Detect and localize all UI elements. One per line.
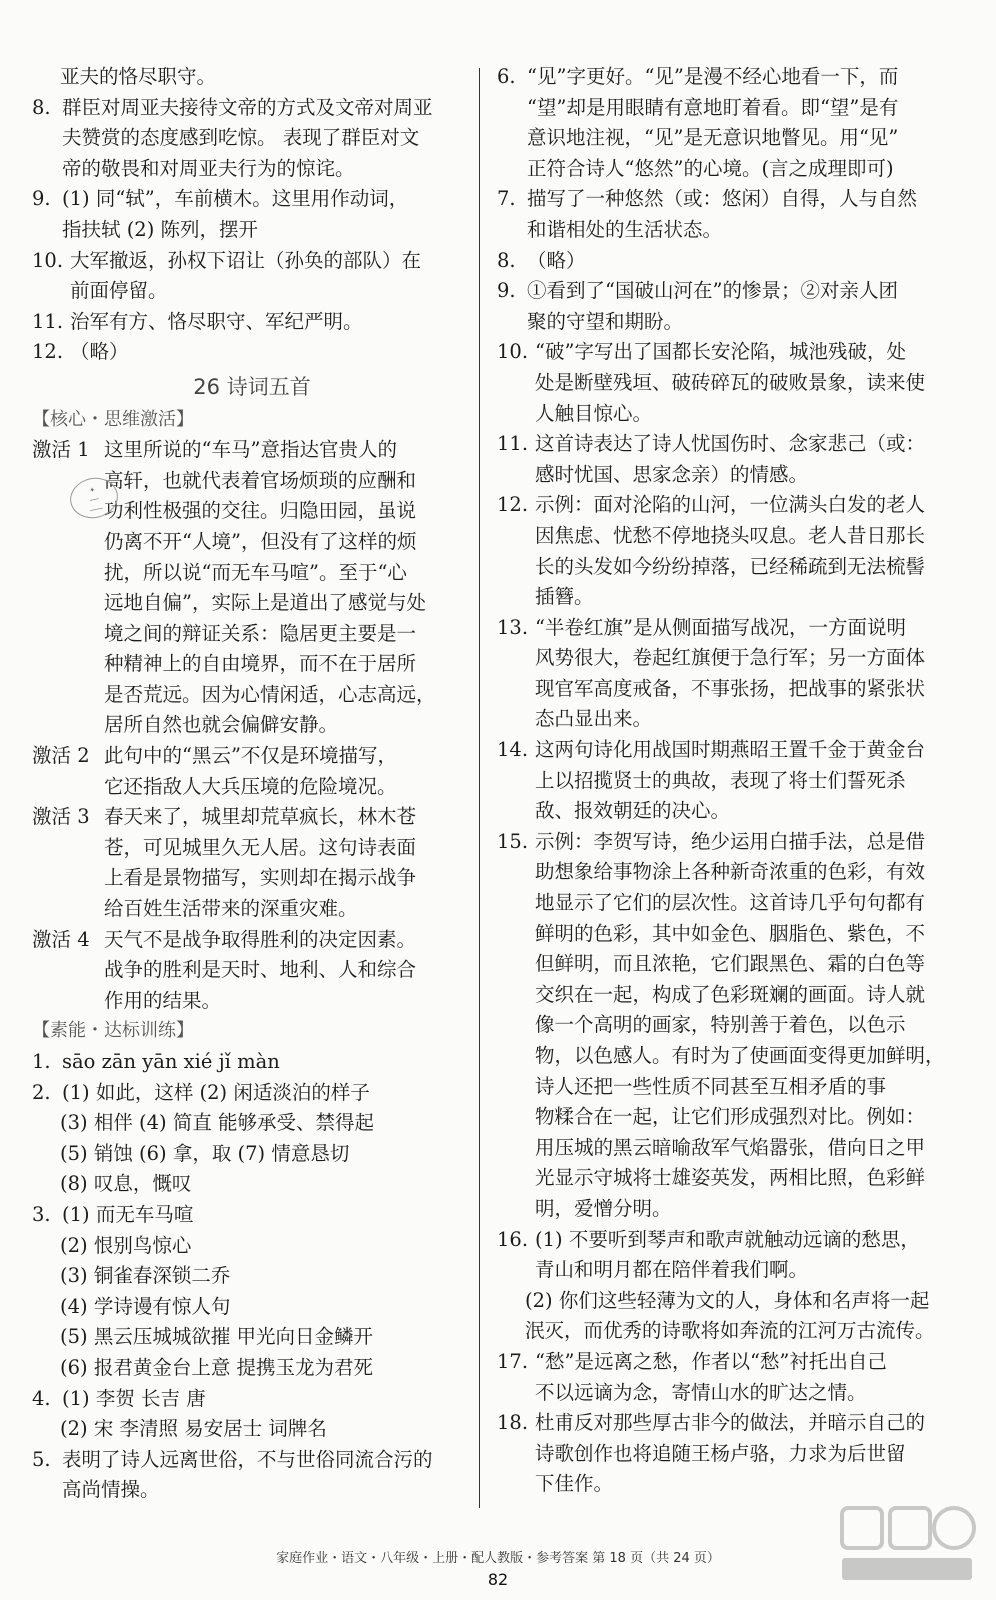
- answer-line: 青山和明月都在陪伴着我们啊。: [535, 1258, 809, 1282]
- answer-item: [32, 1047, 472, 1078]
- answer-line: 表明了诗人远离世俗，不与世俗同流合污的: [62, 1447, 433, 1471]
- answer-item: [32, 337, 472, 368]
- answer-line: 夫赞赏的态度感到吃惊。 表现了群臣对文: [62, 126, 420, 150]
- answer-line: 高轩，也就代表着官场烦琐的应酬和: [104, 468, 417, 492]
- answer-line: 给百姓生活带来的深重灾难。: [104, 897, 358, 921]
- answer-text: [535, 735, 965, 827]
- answer-line: 前面停留。: [70, 279, 168, 303]
- answer-item: [497, 1347, 965, 1408]
- answer-text: [527, 62, 965, 184]
- answer-number: 5.: [32, 1447, 51, 1471]
- answer-item: [497, 827, 965, 1225]
- answer-line: 治军有方、恪尽职守、军纪严明。: [70, 309, 363, 333]
- answer-line: 交织在一起，构成了色彩斑斓的画面。诗人就: [535, 982, 926, 1006]
- answer-item: [497, 1408, 965, 1500]
- answer-number: 12.: [497, 493, 529, 517]
- answer-number: 16.: [497, 1227, 529, 1251]
- answer-line: 光显示守城将士雄姿英发，两相比照，色彩鲜: [535, 1166, 926, 1190]
- answer-line: “愁”是远离之愁，作者以“愁”衬托出自己: [535, 1349, 887, 1373]
- answer-text: [535, 613, 965, 735]
- answer-line: 处是断壁残垣、破砖碎瓦的破败景象，读来使: [535, 370, 926, 394]
- answer-line: 意识地注视，“见”是无意识地瞥见。用“见”: [527, 126, 899, 150]
- answer-item: [497, 246, 965, 277]
- column-divider: [479, 68, 480, 1508]
- answer-text: [527, 184, 965, 245]
- answer-number: 18.: [497, 1411, 529, 1435]
- answer-line: 群臣对周亚夫接待文帝的方式及文帝对周亚: [62, 95, 433, 119]
- answer-item: [497, 62, 965, 184]
- answer-number: 激活 1: [32, 438, 90, 462]
- answer-line: 它还指敌人大兵压境的危险境况。: [104, 774, 397, 798]
- answer-item: [32, 1200, 472, 1231]
- answer-line: 但鲜明，而且浓艳，它们跟黑色、霜的白色等: [535, 952, 926, 976]
- answer-number: 12.: [32, 340, 64, 364]
- answer-line: 鲜明的色彩，其中如金色、胭脂色、紫色，不: [535, 921, 926, 945]
- answer-line: 指扶轼 (2) 陈列，摆开: [62, 217, 259, 241]
- answer-line: 此句中的“黑云”不仅是环境描写，: [104, 744, 397, 768]
- answer-line: 杜甫反对那些厚古非今的做法，并暗示自己的: [535, 1411, 926, 1435]
- page-footer-text: 家庭作业・语文・八年级・上册・配人教版・参考答案 第 18 页（共 24 页）: [276, 1551, 720, 1566]
- answer-subline: (5) 黑云压城城欲摧 甲光向日金鳞开: [60, 1325, 374, 1349]
- answer-text: [535, 490, 965, 612]
- answer-item: [497, 276, 965, 337]
- answer-line: 扰，所以说“而无车马喧”。至于“心: [104, 560, 407, 584]
- answer-text: [535, 1225, 965, 1286]
- answer-item: [32, 1078, 472, 1109]
- answer-text: [104, 435, 472, 741]
- answer-item: [497, 429, 965, 490]
- answer-text: [527, 276, 965, 337]
- answer-item: [32, 93, 472, 185]
- answer-text: [62, 93, 472, 185]
- answer-text: [535, 1347, 965, 1408]
- answer-item: [497, 735, 965, 827]
- answer-line: 地显示了它们的层次性。这首诗几乎句句都有: [535, 891, 926, 915]
- answer-line: sāo zān yān xié jǐ màn: [62, 1050, 280, 1073]
- answer-line: 诗人还把一些性质不同甚至互相矛盾的事: [535, 1074, 887, 1098]
- answer-number: 3.: [32, 1202, 51, 1226]
- answer-item: [497, 490, 965, 612]
- answer-subline: 泯灭，而优秀的诗歌将如奔流的江河万古流传。: [525, 1319, 935, 1343]
- answer-line: （略）: [527, 248, 586, 272]
- answer-item: [32, 1384, 472, 1415]
- answer-line: 不以远谪为念，寄情山水的旷达之情。: [535, 1380, 867, 1404]
- answer-line: 敌、报效朝廷的决心。: [535, 799, 731, 823]
- answer-item: [32, 184, 472, 245]
- answer-subline: (5) 销蚀 (6) 拿，取 (7) 情意恳切: [60, 1141, 350, 1165]
- answer-line: 居所自然也就会偏僻安静。: [104, 713, 339, 737]
- answer-number: 7.: [497, 187, 516, 211]
- answer-line: 风势很大，卷起红旗便于急行军；另一方面体: [535, 646, 926, 670]
- answer-item: [497, 1225, 965, 1286]
- answer-line: (1) 而无车马喧: [62, 1202, 194, 1226]
- answer-subline: (2) 宋 李清照 易安居士 词牌名: [60, 1417, 327, 1441]
- answer-number: 激活 4: [32, 927, 90, 951]
- seal-stamp: ✦ ── ───: [66, 473, 121, 522]
- answer-line: 功利性极强的交往。归隐田园，虽说: [104, 499, 417, 523]
- answer-item: [497, 337, 965, 429]
- answer-text: [62, 1047, 472, 1078]
- answer-number: 10.: [497, 340, 529, 364]
- answer-line: 诗歌创作也将追随王杨卢骆，力求为后世留: [535, 1441, 906, 1465]
- answer-item: [32, 1445, 472, 1506]
- answer-line: 春天来了，城里却荒草疯长，林木苍: [104, 805, 417, 829]
- answer-text: [62, 1200, 472, 1231]
- answer-line: 助想象给事物涂上各种新奇浓重的色彩，有效: [535, 860, 926, 884]
- answer-line: 现官军高度戒备，不事张扬，把战事的紧张状: [535, 676, 926, 700]
- section-title: 26 诗词五首: [193, 374, 311, 399]
- answer-line: 苍，可见城里久无人居。这句诗表面: [104, 835, 417, 859]
- answer-line: (1) 如此，这样 (2) 闲适淡泊的样子: [62, 1080, 370, 1104]
- answer-number: 激活 3: [32, 805, 90, 829]
- answer-line: 感时忧国、思家念亲）的情感。: [535, 462, 809, 486]
- answer-line: 人触目惊心。: [535, 401, 653, 425]
- answer-line: 这里所说的“车马”意指达官贵人的: [104, 438, 397, 462]
- answer-text: [535, 337, 965, 429]
- answer-line: （略）: [70, 340, 129, 364]
- answer-text: [62, 184, 472, 245]
- answer-number: 9.: [497, 279, 516, 303]
- answer-line: 正符合诗人“悠然”的心境。(言之成理即可): [527, 156, 894, 180]
- answer-line: 和谐相处的生活状态。: [527, 217, 723, 241]
- answer-number: 4.: [32, 1386, 51, 1410]
- answer-text: [535, 827, 965, 1225]
- answer-number: 激活 2: [32, 744, 90, 768]
- answer-text: [62, 1078, 472, 1109]
- answer-subline: (2) 恨别鸟惊心: [60, 1233, 192, 1257]
- answer-line: 描写了一种悠然（或：悠闲）自得，人与自然: [527, 187, 918, 211]
- answer-line: 上看是景物描写，实则却在揭示战争: [104, 866, 417, 890]
- answer-item: [32, 307, 472, 338]
- answer-number: 6.: [497, 65, 516, 88]
- answer-number: 17.: [497, 1349, 529, 1373]
- answer-line: 这首诗表达了诗人忧国伤时、念家悲己（或：: [535, 432, 926, 456]
- right-column: [497, 62, 965, 1500]
- answer-text: [104, 925, 472, 1017]
- answer-line: 天气不是战争取得胜利的决定因素。: [104, 927, 417, 951]
- answer-line: 因焦虑、忧愁不停地挠头叹息。老人昔日那长: [535, 523, 926, 547]
- answer-line: ①看到了“国破山河在”的惨景；②对亲人团: [527, 279, 898, 303]
- answer-number: 11.: [32, 309, 64, 333]
- watermark-logo: [822, 1500, 982, 1590]
- answer-subline: (2) 你们这些轻薄为文的人，身体和名声将一起: [525, 1288, 930, 1312]
- answer-line: 插簪。: [535, 585, 594, 609]
- answer-line: 这两句诗化用战国时期燕昭王置千金于黄金台: [535, 738, 926, 762]
- answer-text: [62, 1445, 472, 1506]
- answer-number: 8.: [497, 248, 516, 272]
- answer-text: [70, 307, 472, 338]
- answer-line: 仍离不开“人境”，但没有了这样的烦: [104, 529, 417, 553]
- answer-line: 作用的结果。: [104, 988, 222, 1012]
- answer-number: 11.: [497, 432, 529, 456]
- answer-line: 聚的守望和期盼。: [527, 309, 684, 333]
- answer-subline: (3) 铜雀春深锁二乔: [60, 1264, 231, 1288]
- answer-text: [104, 741, 472, 802]
- answer-text: [104, 802, 472, 924]
- answer-line: 物，以色感人。有时为了使画面变得更加鲜明，: [535, 1044, 945, 1067]
- answer-number: 14.: [497, 738, 529, 762]
- answer-text: [527, 246, 965, 277]
- answer-line: (1) 不要听到琴声和歌声就触动远谪的愁思，: [535, 1227, 920, 1251]
- answer-subline: (6) 报君黄金台上意 提携玉龙为君死: [60, 1355, 374, 1379]
- answer-text: [535, 1408, 965, 1500]
- answer-line: 帝的敬畏和对周亚夫行为的惊诧。: [62, 156, 355, 180]
- answer-line: (1) 李贺 长吉 唐: [62, 1386, 206, 1410]
- answer-number: 15.: [497, 829, 529, 853]
- answer-line: (1) 同“轼”，车前横木。这里用作动词，: [62, 187, 409, 211]
- answer-number: 1.: [32, 1050, 51, 1073]
- answer-line: 下佳作。: [535, 1472, 614, 1496]
- answer-line: 用压城的黑云暗喻敌军气焰嚣张，借向日之甲: [535, 1135, 926, 1159]
- answer-line: “望”却是用眼睛有意地盯着看。即“望”是有: [527, 95, 899, 119]
- answer-line: 种精神上的自由境界，而不在于居所: [104, 652, 417, 676]
- answer-number: 8.: [32, 95, 51, 119]
- answer-line: 示例：面对沦陷的山河，一位满头白发的老人: [535, 493, 926, 517]
- answer-item: [497, 184, 965, 245]
- answer-item: [32, 925, 472, 1017]
- answer-line: 长的头发如今纷纷掉落，已经稀疏到无法梳髻: [535, 554, 926, 578]
- section-heading-training: 【素能・达标训练】: [32, 1020, 194, 1042]
- answer-text: [535, 429, 965, 490]
- page-number: 82: [487, 1570, 509, 1589]
- answer-line: 态凸显出来。: [535, 707, 653, 731]
- continued-line: 亚夫的恪尽职守。: [60, 65, 217, 88]
- answer-line: 高尚情操。: [62, 1478, 160, 1502]
- left-column: [32, 62, 472, 1506]
- answer-subline: (8) 叹息，慨叹: [60, 1172, 192, 1196]
- answer-item: [497, 613, 965, 735]
- answer-line: 远地自偏”，实际上是道出了感觉与处: [104, 591, 426, 615]
- answer-line: 是否荒远。因为心情闲适，心志高远，: [104, 682, 436, 706]
- answer-line: 境之间的辩证关系：隐居更主要是一: [104, 621, 417, 645]
- answer-line: 上以招揽贤士的典故，表现了将士们誓死杀: [535, 768, 906, 792]
- answer-subline: (3) 相伴 (4) 简直 能够承受、禁得起: [60, 1111, 375, 1135]
- answer-number: 13.: [497, 615, 529, 639]
- answer-line: 像一个高明的画家，特别善于着色，以色示: [535, 1013, 906, 1037]
- answer-number: 2.: [32, 1080, 51, 1104]
- answer-text: [62, 1384, 472, 1415]
- answer-text: [70, 246, 472, 307]
- answer-line: 物糅合在一起，让它们形成强烈对比。例如：: [535, 1105, 926, 1129]
- answer-subline: (4) 学诗谩有惊人句: [60, 1294, 231, 1318]
- answer-line: “见”字更好。“见”是漫不经心地看一下，而: [527, 65, 899, 88]
- answer-line: 明，爱憎分明。: [535, 1196, 672, 1220]
- answer-item: [32, 246, 472, 307]
- answer-number: 9.: [32, 187, 51, 211]
- answer-line: 战争的胜利是天时、地利、人和综合: [104, 958, 417, 982]
- answer-number: 10.: [32, 248, 64, 272]
- answer-text: [70, 337, 472, 368]
- answer-line: “破”字写出了国都长安沦陷，城池残破，处: [535, 340, 906, 364]
- answer-line: “半卷红旗”是从侧面描写战况，一方面说明: [535, 615, 906, 639]
- answer-line: 大军撤返，孙权下诏让（孙奂的部队）在: [70, 248, 422, 272]
- answer-item: [32, 741, 472, 802]
- answer-line: 示例：李贺写诗，绝少运用白描手法，总是借: [535, 829, 926, 853]
- answer-item: [32, 802, 472, 924]
- section-heading-core: 【核心・思维激活】: [32, 408, 194, 430]
